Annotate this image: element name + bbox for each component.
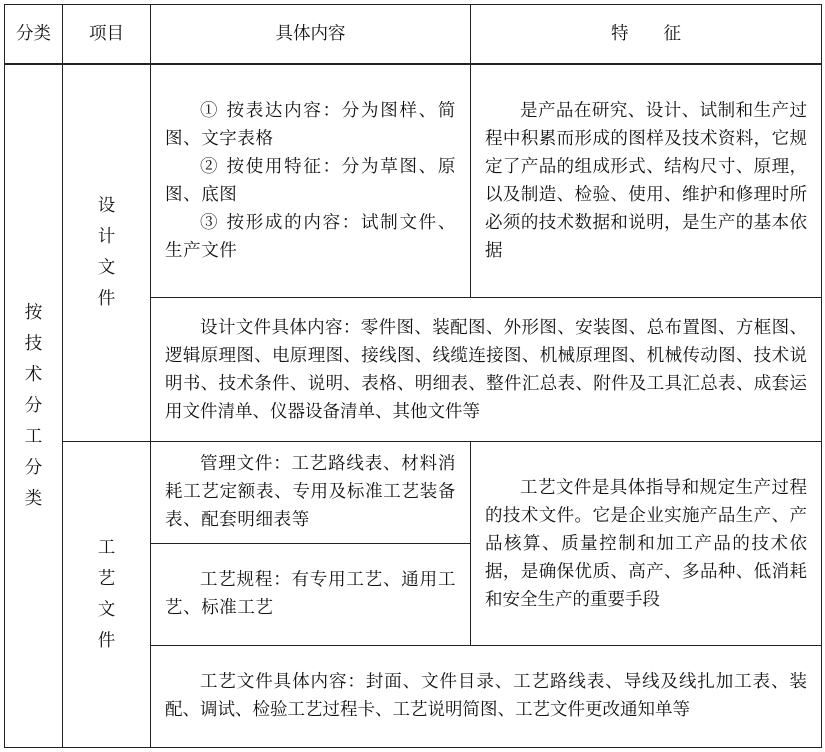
design-docs-detail-cell [151, 298, 822, 442]
design-docs-label: 设 计 文 件 [97, 196, 116, 310]
process-docs-feature-cell [471, 442, 822, 645]
header-feature: 特 征 [471, 5, 822, 65]
process-docs-feature: 工艺文件是具体指导和规定生产过程的技术文件。它是企业实施产品生产、产品核算、质量控制和加工产品的技术依据，是确保优质、高产、多品种、低消耗和安全生产的重要手段 [485, 477, 807, 610]
table-header-row [5, 5, 822, 65]
process-regulations-cell [151, 543, 471, 645]
header-item: 项目 [63, 5, 151, 65]
header-content: 具体内容 [151, 5, 471, 65]
design-docs-feature-cell [471, 64, 822, 297]
header-category: 分类 [5, 5, 63, 65]
process-regulations: 工艺规程：有专用工艺、通用工艺、标准工艺 [165, 570, 456, 619]
process-docs-row [5, 442, 822, 543]
design-docs-item-cell [63, 64, 151, 442]
process-docs-label: 工 艺 文 件 [97, 537, 116, 651]
process-docs-detail: 工艺文件具体内容：封面、文件目录、工艺路线表、导线及线扎加工表、装配、调试、检验工艺过程卡、工艺说明简图、工艺文件更改通知单等 [165, 672, 807, 721]
process-management-cell [151, 442, 471, 543]
process-docs-detail-cell [151, 645, 822, 747]
design-docs-content-cell [151, 64, 471, 297]
design-docs-row [5, 64, 822, 297]
design-docs-feature: 是产品在研究、设计、试制和生产过程中积累而形成的图样及技术资料，它规定了产品的组成形式、结构尺寸、原理，以及制造、检验、使用、维护和修理时所必须的技术数据和说明，是生产的基本依据 [485, 101, 807, 262]
process-management: 管理文件：工艺路线表、材料消耗工艺定额表、专用及标准工艺装备表、配套明细表等 [165, 454, 456, 531]
design-content-line-1: ① 按表达内容：分为图样、简图、文字表格 [165, 101, 456, 150]
category-cell [5, 64, 63, 747]
classification-table [4, 4, 822, 748]
design-content-line-2: ② 按使用特征：分为草图、原图、底图 [165, 157, 456, 206]
design-content-line-3: ③ 按形成的内容：试制文件、生产文件 [165, 213, 456, 262]
design-docs-detail: 设计文件具体内容：零件图、装配图、外形图、安装图、总布置图、方框图、逻辑原理图、电原理图、接线图、线缆连接图、机械原理图、机械传动图、技术说明书、技术条件、说明、表格、明细表、整件汇总表、附件及工具汇总表、成套运用文件清单、仪器设备清单、其他文件等 [165, 317, 807, 422]
category-label: 按 技 术 分 工 分 类 [24, 302, 43, 509]
process-docs-item-cell [63, 442, 151, 748]
